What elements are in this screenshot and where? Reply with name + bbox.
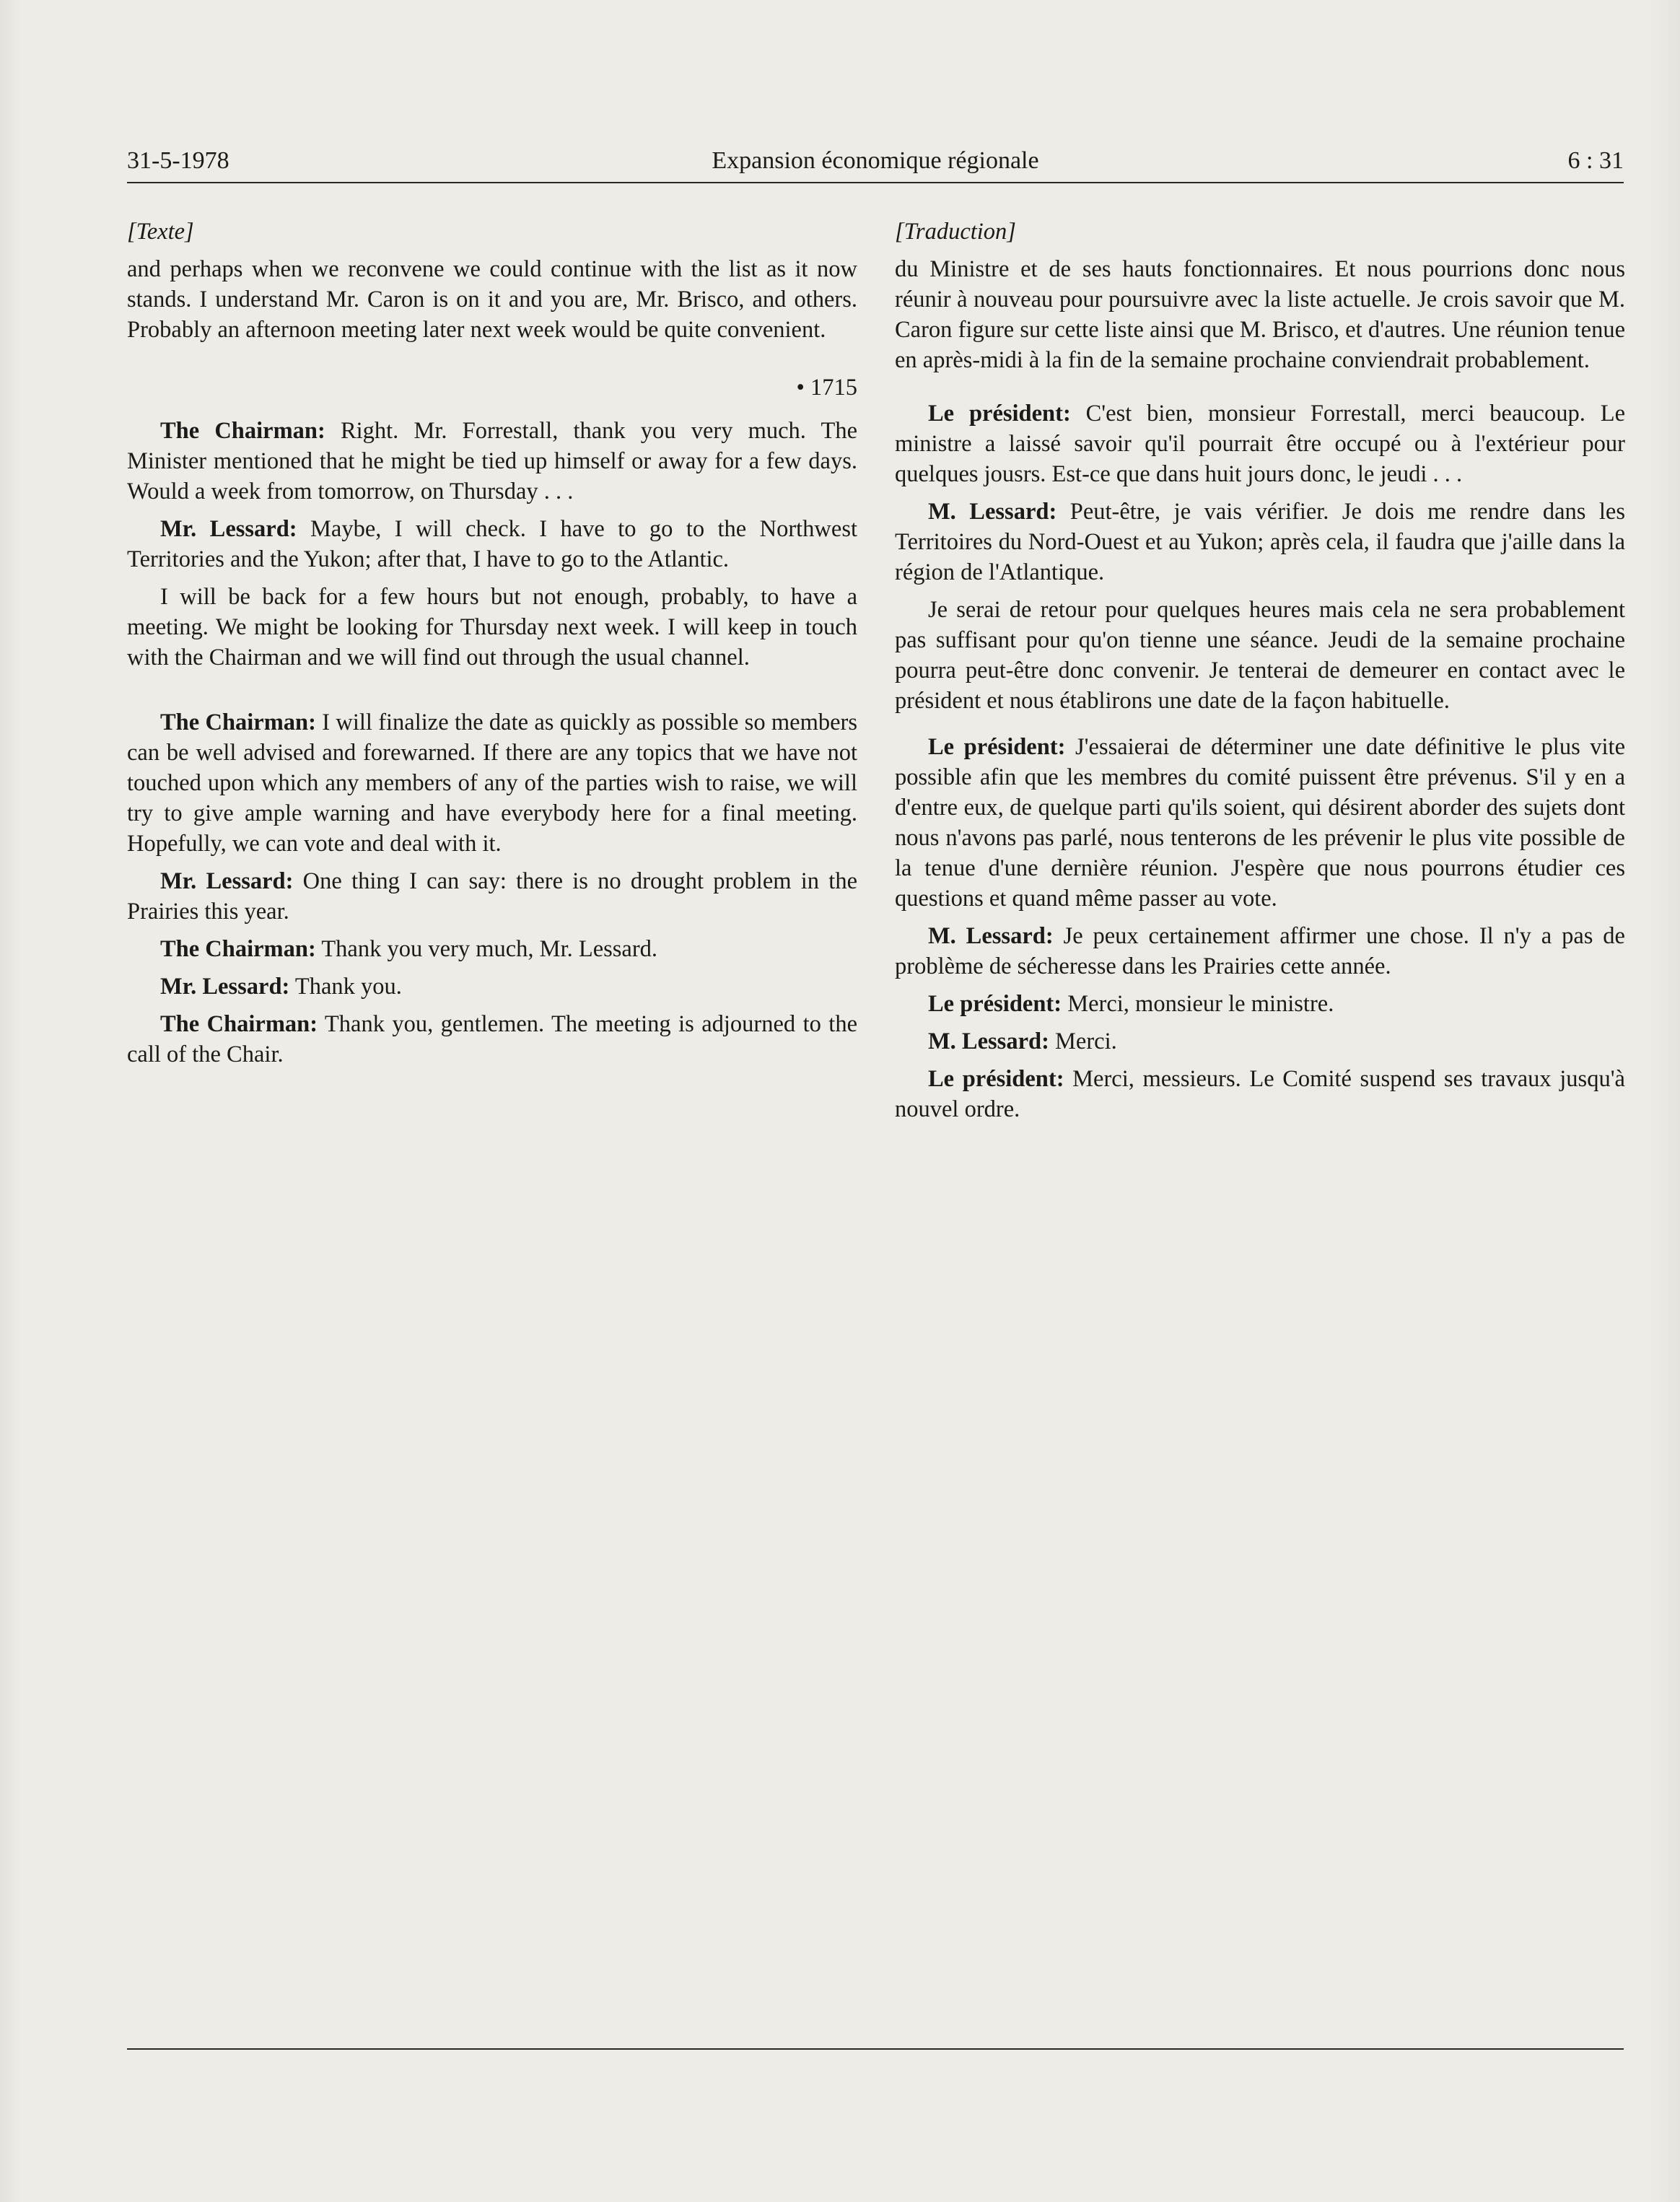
speaker-label: Mr. Lessard: <box>160 868 294 894</box>
french-translation-label: [Traduction] <box>895 219 1016 245</box>
speech-text: Merci, messieurs. Le Comité suspend ses travaux jusqu'à nouvel ordre. <box>895 1066 1625 1122</box>
time-marker: • 1715 <box>796 375 857 401</box>
english-paragraph-3: I will be back for a few hours but not enough, probably, to have a meeting. We might be looking for Thursday next week. I will keep in touch with the Chairman and we will find out through the usual channel. <box>127 584 857 670</box>
speaker-label: The Chairman: <box>160 936 316 962</box>
speaker-label: The Chairman: <box>160 1011 318 1037</box>
page-header <box>127 141 1624 183</box>
french-paragraph-2 <box>895 497 1625 587</box>
french-opening-paragraph: du Ministre et de ses hauts fonctionnaires. Et nous pourrions donc nous réunir à nouveau pour poursuivre avec la liste actuelle. Je crois savoir que M. Caron figure sur cette liste ainsi que M. Brisco, et d'autres. Une réunion tenue en après-midi à la fin de la semaine prochaine conviendrait probablement. <box>895 256 1625 373</box>
english-column <box>127 217 857 1077</box>
french-paragraph-8 <box>895 1064 1625 1124</box>
english-text-label: [Texte] <box>127 219 194 245</box>
speaker-label: Le président: <box>928 401 1071 427</box>
speech-text: Right. Mr. Forrestall, thank you very much. The Minister mentioned that he might be tied up himself or away for a few days. Would a week from tomorrow, on Thursday . . . <box>127 418 857 504</box>
french-column <box>895 217 1625 1132</box>
french-paragraph-6 <box>895 989 1625 1019</box>
speech-text: Thank you, gentlemen. The meeting is adjourned to the call of the Chair. <box>127 1011 857 1067</box>
speech-text: J'essaierai de déterminer une date définitive le plus vite possible afin que les membres du comité puissent être prévenus. S'il y en a d'entre eux, de quelque parti qu'ils soient, qui désirent aborder des sujets dont nous n'avons pas parlé, nous tenterons de les prévenir le plus vite possible de la tenue d'une dernière réunion. J'espère que nous pourrons étudier ces questions et quand même passer au vote. <box>895 734 1625 912</box>
speech-text: Merci, monsieur le ministre. <box>1062 991 1334 1017</box>
speech-text: Maybe, I will check. I have to go to the Northwest Territories and the Yukon; after that, I have to go to the Atlantic. <box>127 516 857 572</box>
speaker-label: M. Lessard: <box>928 1028 1049 1054</box>
english-paragraph-7 <box>127 971 857 1002</box>
speech-text: One thing I can say: there is no drought problem in the Prairies this year. <box>127 868 857 925</box>
french-paragraph-3: Je serai de retour pour quelques heures mais cela ne sera probablement pas suffisant pour qu'on tienne une séance. Jeudi de la semaine prochaine pourra peut-être donc convenir. Je tenterai de demeurer en contact avec le président et nous établirons une date de la façon habituelle. <box>895 597 1625 714</box>
speech-text: Thank you. <box>289 974 402 1000</box>
english-opening-paragraph: and perhaps when we reconvene we could continue with the list as it now stands. I understand Mr. Caron is on it and you are, Mr. Brisco, and others. Probably an afternoon meeting later next week would be quite convenient. <box>127 256 857 343</box>
header-page-number: 6 : 31 <box>1567 147 1624 174</box>
speech-text: C'est bien, monsieur Forrestall, merci beaucoup. Le ministre a laissé savoir qu'il pourrait être occupé ou à l'extérieur pour quelques jousrs. Est-ce que dans huit jours donc, le jeudi . . . <box>895 401 1625 487</box>
speaker-label: M. Lessard: <box>928 923 1054 949</box>
header-title: Expansion économique régionale <box>712 147 1039 174</box>
speech-text: Je peux certainement affirmer une chose. Il n'y a pas de problème de sécheresse dans les Prairies cette année. <box>895 923 1625 979</box>
speaker-label: Mr. Lessard: <box>160 516 297 542</box>
speaker-label: Le président: <box>928 1066 1064 1092</box>
french-paragraph-5 <box>895 921 1625 982</box>
english-paragraph-1 <box>127 416 857 507</box>
speech-text: I will finalize the date as quickly as possible so members can be well advised and forewarned. If there are any topics that we have not touched upon which any members of any of the parties wish to raise, we will try to give ample warning and have everybody here for a final meeting. Hopefully, we can vote and deal with it. <box>127 709 858 857</box>
english-paragraph-8 <box>127 1009 857 1070</box>
speaker-label: Le président: <box>928 734 1066 760</box>
speech-text: Thank you very much, Mr. Lessard. <box>315 936 658 962</box>
french-paragraph-7 <box>895 1026 1625 1057</box>
speaker-label: The Chairman: <box>160 418 325 444</box>
french-paragraph-4 <box>895 732 1625 914</box>
english-paragraph-4 <box>127 707 857 859</box>
speech-text: Peut-être, je vais vérifier. Je dois me rendre dans les Territoires du Nord-Ouest et au Yukon; après cela, il faudra que j'aille dans la région de l'Atlantique. <box>895 499 1625 585</box>
speaker-label: The Chairman: <box>160 709 316 735</box>
bottom-divider <box>127 2048 1624 2050</box>
english-paragraph-5 <box>127 866 857 927</box>
speaker-label: Mr. Lessard: <box>160 974 290 1000</box>
speaker-label: M. Lessard: <box>928 499 1057 525</box>
header-date: 31-5-1978 <box>127 147 229 174</box>
speech-text: Merci. <box>1049 1028 1117 1054</box>
english-paragraph-2 <box>127 514 857 574</box>
english-paragraph-6 <box>127 934 857 964</box>
french-paragraph-1 <box>895 398 1625 489</box>
speaker-label: Le président: <box>928 991 1062 1017</box>
